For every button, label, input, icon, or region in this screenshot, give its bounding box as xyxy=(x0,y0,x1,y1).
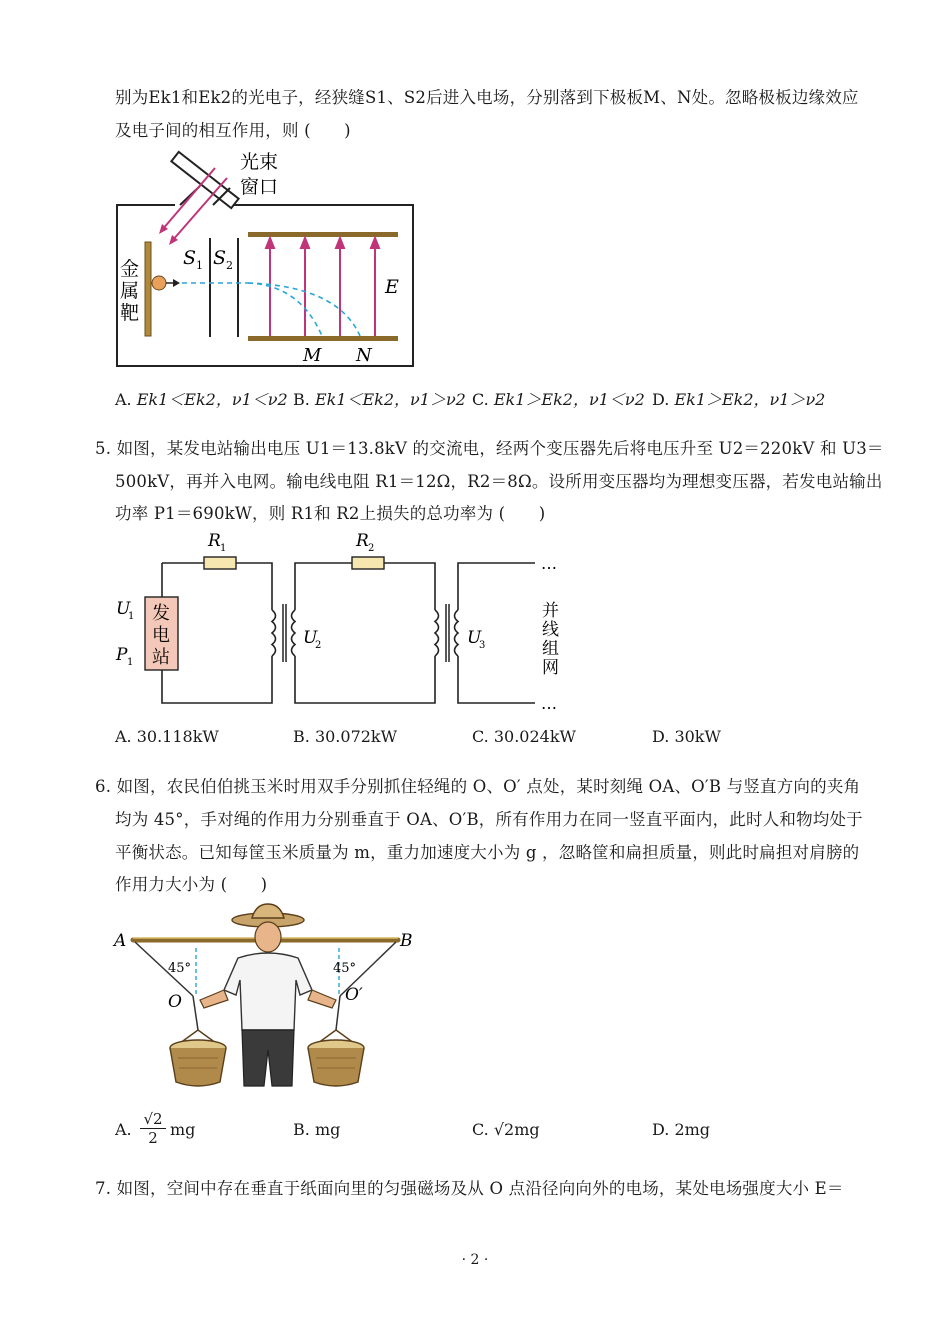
angle-right-label: 45° xyxy=(333,961,357,976)
station-label-1: 发 xyxy=(152,603,170,624)
s1-sub: 1 xyxy=(196,259,203,272)
q6-line-2: 均为 45°，手对绳的作用力分别垂直于 OA、O′B，所有作用力在同一竖直平面内，此时人和物均处于 xyxy=(115,810,863,829)
u1-label: U xyxy=(116,599,131,619)
grid-dots-bottom: … xyxy=(541,694,557,713)
q4-option-c[interactable]: C. Ek1＞Ek2，ν1＜ν2 xyxy=(472,390,645,409)
q4-line-2: 及电子间的相互作用，则 ( ) xyxy=(115,121,351,140)
q6-option-b[interactable]: B. mg xyxy=(293,1120,341,1139)
q6-line-3: 平衡状态。已知每筐玉米质量为 m，重力加速度大小为 g ，忽略筐和扁担质量，则此时扁担对肩膀的 xyxy=(115,843,860,862)
q6-option-c[interactable]: C. √2mg xyxy=(472,1120,540,1139)
u2-label: U xyxy=(303,628,318,648)
page-number: · 2 · xyxy=(461,1252,489,1268)
q6-line-4: 作用力大小为 ( ) xyxy=(115,875,268,894)
point-b-label: B xyxy=(400,931,413,951)
n-label: N xyxy=(356,345,372,366)
q6-option-a-fraction: √2 2 xyxy=(140,1110,166,1147)
u3-label: U xyxy=(467,628,482,648)
grid-label-2: 线 xyxy=(542,620,559,640)
grid-label-3: 组 xyxy=(542,639,559,659)
r2-sub: 2 xyxy=(368,543,375,554)
q5-option-a[interactable]: A. 30.118kW xyxy=(115,727,219,746)
u2-sub: 2 xyxy=(315,640,322,651)
q5-line-2: 500kV，再并入电网。输电线电阻 R1＝12Ω，R2＝8Ω。设所用变压器均为理想变压器，若发电站输出 xyxy=(115,472,883,491)
q4-line-1: 别为Ek1和Ek2的光电子，经狭缝S1、S2后进入电场，分别落到下极板M、N处。忽略极板边缘效应 xyxy=(115,88,859,107)
q5-option-c[interactable]: C. 30.024kW xyxy=(472,727,576,746)
station-label-2: 电 xyxy=(152,625,170,646)
s2-sub: 2 xyxy=(226,259,233,272)
target-label-2: 属 xyxy=(120,280,140,302)
angle-left-label: 45° xyxy=(168,961,192,976)
q4-option-d[interactable]: D. Ek1＞Ek2，ν1＞ν2 xyxy=(652,390,826,409)
grid-dots-top: … xyxy=(541,554,557,573)
point-a-label: A xyxy=(114,931,127,951)
q4-option-b[interactable]: B. Ek1＜Ek2，ν1＞ν2 xyxy=(293,390,466,409)
target-label-1: 金 xyxy=(120,258,140,280)
s1-label: S xyxy=(183,247,197,269)
q5-option-d[interactable]: D. 30kW xyxy=(652,727,721,746)
q4-option-a[interactable]: A. Ek1＜Ek2，ν1＜ν2 xyxy=(115,390,288,409)
u3-sub: 3 xyxy=(479,640,486,651)
point-o-label: O xyxy=(168,992,182,1012)
target-label-3: 靶 xyxy=(120,302,140,324)
field-e-label: E xyxy=(385,276,399,298)
s2-label: S xyxy=(213,247,227,269)
window-label-2: 窗口 xyxy=(240,176,279,198)
q5-line-3: 功率 P1＝690kW，则 R1和 R2上损失的总功率为 ( ) xyxy=(115,504,546,523)
q6-option-d[interactable]: D. 2mg xyxy=(652,1120,711,1139)
point-o-prime-label: O′ xyxy=(345,985,363,1005)
p1-label: P xyxy=(116,645,128,665)
station-label-3: 站 xyxy=(152,647,170,668)
r1-sub: 1 xyxy=(220,543,227,554)
q6-line-1: 6. 如图，农民伯伯挑玉米时用双手分别抓住轻绳的 O、O′ 点处，某时刻绳 OA、O′B 与竖直方向的夹角 xyxy=(95,777,861,796)
m-label: M xyxy=(303,345,322,366)
grid-label-4: 网 xyxy=(542,658,559,678)
r2-label: R xyxy=(356,531,369,551)
q7-line-1: 7. 如图，空间中存在垂直于纸面向里的匀强磁场及从 O 点沿径向向外的电场，某处电场强度大小 E＝ xyxy=(95,1179,844,1198)
p1-sub: 1 xyxy=(127,657,134,668)
q6-option-a-unit: mg xyxy=(170,1120,196,1139)
u1-sub: 1 xyxy=(128,611,135,622)
window-label-1: 光束 xyxy=(240,151,279,173)
q5-line-1: 5. 如图，某发电站输出电压 U1＝13.8kV 的交流电，经两个变压器先后将电压升至 U2＝220kV 和 U3＝ xyxy=(95,439,884,458)
q6-option-a[interactable]: A. xyxy=(115,1120,132,1139)
grid-label-1: 并 xyxy=(542,601,559,621)
q5-option-b[interactable]: B. 30.072kW xyxy=(293,727,398,746)
r1-label: R xyxy=(208,531,221,551)
